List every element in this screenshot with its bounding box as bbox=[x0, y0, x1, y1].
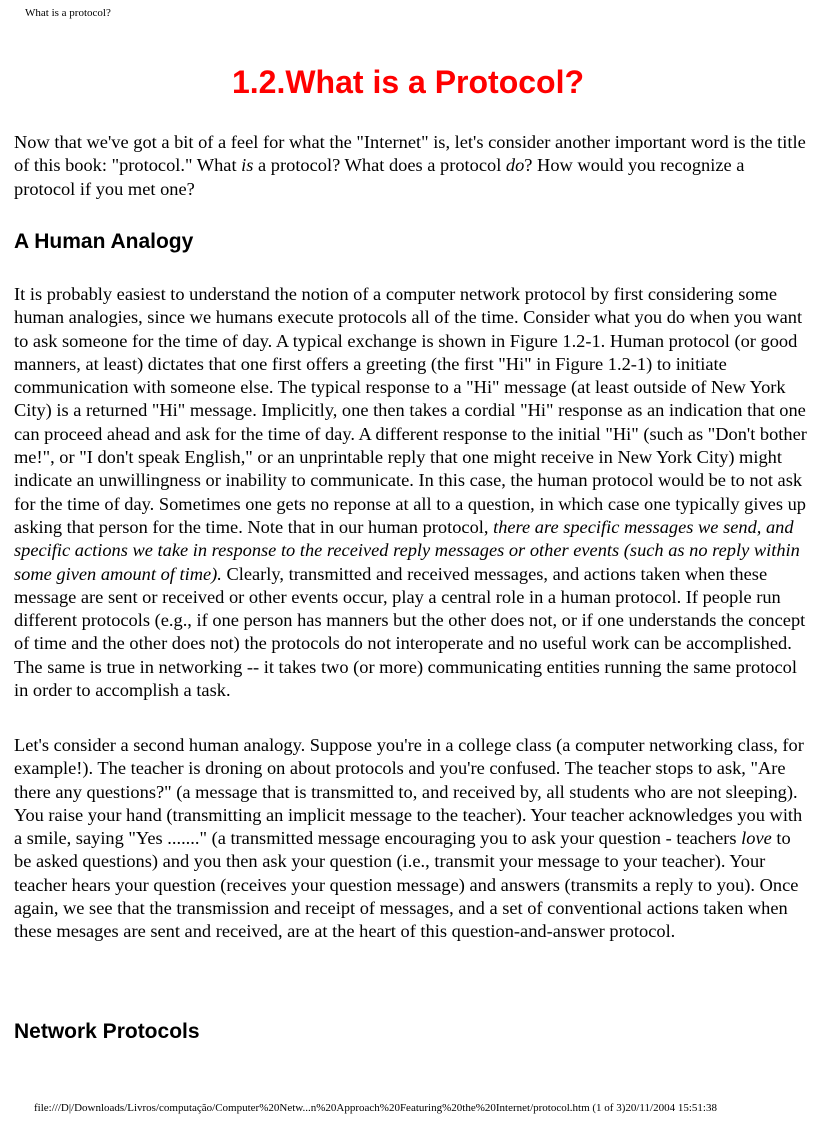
paragraph-text: Let's consider a second human analogy. Suppose you're in a college class (a computer networking class, for example!). The teacher is droning on about protocols and you're confused. The teacher stops to ask, "Are there any questions?" (a message that is transmitted to, and received by, all students who are not sleeping). You raise your hand (transmitting an implicit message to the teacher). Your teacher acknowledges you with a smile, saying "Yes ......." (a transmitted message encouraging you to ask your question - teachers bbox=[14, 735, 804, 849]
intro-text-3: ? How would you recognize a protocol if you met one? bbox=[14, 155, 745, 199]
paragraph-text: It is probably easiest to understand the notion of a computer network protocol by first considering some human analogies, since we humans execute protocols all of the time. Consider what you do when you want to ask someone for the time of day. A typical exchange is shown in Figure 1.2-1. Human protocol (or good manners, at least) dictates that one first offers a greeting (the first "Hi" in Figure 1.2-1) to initiate communication with someone else. The typical response to a "Hi" message (at least outside of New York City) is a returned "Hi" message. Implicitly, one then takes a cordial "Hi" response as an indication that one can proceed ahead and ask for the time of day. A different response to the initial "Hi" (such as "Don't bother me!", or "I don't speak English," or an unprintable reply that one might receive in New York City) might indicate an unwillingness or inability to communicate. In this case, the human protocol would be to not ask for the time of day. Sometimes one gets no reponse at all to a question, in which case one typically gives up asking that person for the time. Note that in our human protocol, bbox=[14, 284, 807, 537]
intro-paragraph bbox=[14, 131, 809, 201]
intro-text-2: a protocol? What does a protocol bbox=[253, 155, 506, 176]
paragraph-emphasis: there are specific messages we send, and specific actions we take in response to the received reply messages or other events (such as no reply within some given amount of time). bbox=[14, 516, 800, 584]
footer-file-path: file:///D|/Downloads/Livros/computação/Computer%20Netw...n%20Approach%20Featuring%20the%20Internet/protocol.htm (1 of 3)20/11/2004 15:51:38 bbox=[34, 1102, 717, 1114]
human-analogy-paragraph-1 bbox=[14, 283, 809, 702]
intro-emphasis-do: do bbox=[505, 155, 525, 176]
section-heading-human-analogy: A Human Analogy bbox=[14, 230, 194, 253]
page-title: 1.2.What is a Protocol? bbox=[231, 64, 585, 100]
intro-text-1: Now that we've got a bit of a feel for what the "Internet" is, let's consider another important word is the title of this book: "protocol." What bbox=[14, 132, 806, 176]
paragraph-text: Clearly, transmitted and received messages, and actions taken when these message are sent or received or other events occur, play a central role in a human protocol. If people run different protocols (e.g., if one person has manners but the other does not, or if one understands the concept of time and the other does not) the protocols do not interoperate and no useful work can be accomplished. The same is true in networking -- it takes two (or more) communicating entities running the same protocol in order to accomplish a task. bbox=[14, 563, 806, 701]
human-analogy-paragraph-2 bbox=[14, 734, 809, 944]
browser-header-title: What is a protocol? bbox=[25, 7, 111, 19]
paragraph-text: to be asked questions) and you then ask your question (i.e., transmit your message to your teacher). Your teacher hears your question (receives your question message) and answers (transmits a reply to you). Once again, we see that the transmission and receipt of messages, and a set of conventional actions taken when these mesages are sent and received, are at the heart of this question-and-answer protocol. bbox=[14, 828, 799, 942]
section-heading-network-protocols: Network Protocols bbox=[14, 1020, 200, 1043]
paragraph-emphasis-love: love bbox=[741, 828, 772, 849]
intro-emphasis-is: is bbox=[241, 155, 254, 176]
